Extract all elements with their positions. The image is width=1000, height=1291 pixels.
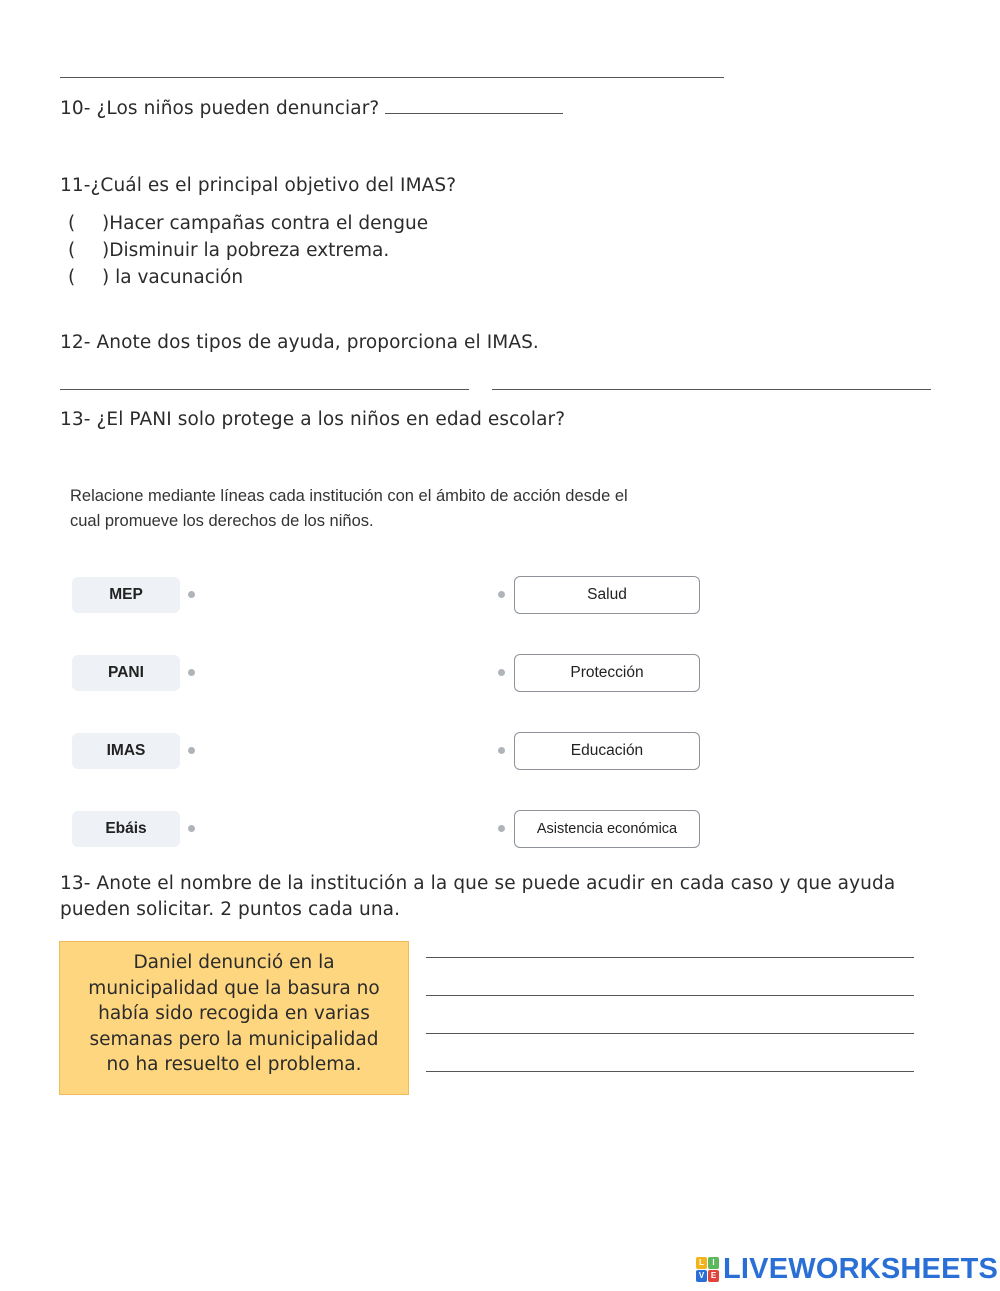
logo-mark-l: L (696, 1257, 707, 1269)
liveworksheets-logo-icon (696, 1257, 720, 1283)
q11-option-3[interactable] (68, 267, 243, 288)
matching-instruction-line-2: cual promueve los derechos de los niños. (70, 512, 374, 530)
case-line-1: Daniel denunció en la (133, 952, 335, 973)
q11-option-3-checkbox[interactable]: ( (68, 267, 76, 288)
institution-ebais[interactable]: Ebáis (72, 811, 180, 847)
logo-mark-v: V (696, 1270, 707, 1282)
institution-mep-dot[interactable] (188, 591, 195, 598)
area-proteccion[interactable]: Protección (514, 654, 700, 692)
q12-answer-line-2[interactable] (492, 389, 931, 390)
case-answer-line-4[interactable] (426, 1071, 914, 1072)
q11-option-2[interactable] (68, 240, 389, 261)
case-answer-line-3[interactable] (426, 1033, 914, 1034)
case-line-2: municipalidad que la basura no (88, 977, 380, 999)
question-10-text: 10- ¿Los niños pueden denunciar? (60, 98, 380, 119)
liveworksheets-logo-text: LIVEWORKSHEETS (723, 1253, 999, 1285)
institution-pani-dot[interactable] (188, 669, 195, 676)
case-line-5: no ha resuelto el problema. (106, 1054, 362, 1075)
q11-option-2-checkbox[interactable]: ( (68, 240, 76, 261)
q11-option-1-checkbox[interactable]: ( (68, 213, 76, 234)
question-10 (60, 98, 563, 119)
question-13-case-line-2: pueden solicitar. 2 puntos cada una. (60, 899, 401, 920)
question-13-pani-text: 13- ¿El PANI solo protege a los niños en edad escolar? (60, 409, 566, 430)
institution-pani[interactable]: PANI (72, 655, 180, 691)
area-asistencia-dot[interactable] (498, 825, 505, 832)
matching-instruction-line-1: Relacione mediante líneas cada institución con el ámbito de acción desde el (70, 487, 628, 505)
case-line-3: había sido recogida en varias (98, 1003, 370, 1024)
q11-option-2-label: )Disminuir la pobreza extrema. (102, 240, 390, 261)
area-educacion-dot[interactable] (498, 747, 505, 754)
institution-ebais-dot[interactable] (188, 825, 195, 832)
logo-mark-e: E (708, 1270, 719, 1282)
question-13-case-line-1: 13- Anote el nombre de la institución a la que se puede acudir en cada caso y que ayuda (60, 873, 896, 894)
case-description-box (59, 941, 409, 1095)
area-salud[interactable]: Salud (514, 576, 700, 614)
q11-option-1[interactable] (68, 213, 428, 234)
question-12-text: 12- Anote dos tipos de ayuda, proporciona el IMAS. (60, 332, 539, 353)
answer-line-top[interactable] (60, 77, 724, 78)
area-asistencia-economica[interactable]: Asistencia económica (514, 810, 700, 848)
q11-option-3-label: ) la vacunación (102, 267, 244, 288)
q11-option-1-label: )Hacer campañas contra el dengue (102, 213, 429, 234)
liveworksheets-logo (696, 1253, 998, 1286)
case-answer-line-2[interactable] (426, 995, 914, 996)
area-educacion[interactable]: Educación (514, 732, 700, 770)
question-11-text: 11-¿Cuál es el principal objetivo del IMAS? (60, 175, 457, 196)
logo-mark-i: I (708, 1257, 719, 1269)
matching-instruction (70, 484, 628, 534)
institution-mep[interactable]: MEP (72, 577, 180, 613)
area-salud-dot[interactable] (498, 591, 505, 598)
q12-answer-line-1[interactable] (60, 389, 469, 390)
institution-imas[interactable]: IMAS (72, 733, 180, 769)
institution-imas-dot[interactable] (188, 747, 195, 754)
case-line-4: semanas pero la municipalidad (89, 1028, 379, 1050)
question-10-answer-line[interactable] (385, 99, 563, 114)
case-answer-line-1[interactable] (426, 957, 914, 958)
area-proteccion-dot[interactable] (498, 669, 505, 676)
matching-exercise (60, 470, 710, 865)
